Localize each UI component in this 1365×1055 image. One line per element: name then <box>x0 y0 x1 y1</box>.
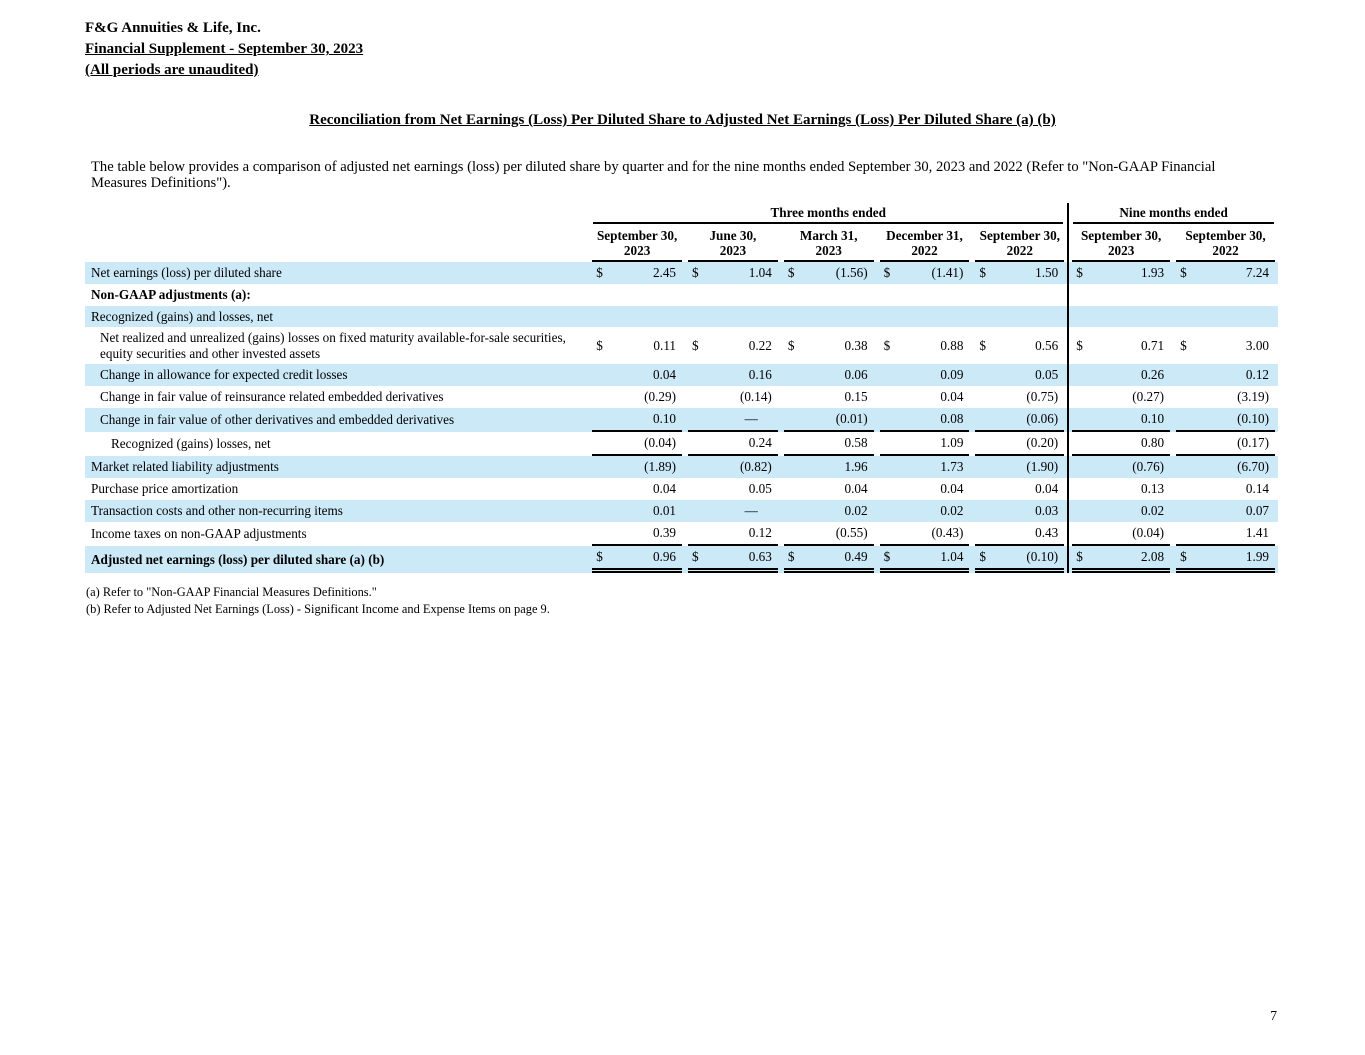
table-cell <box>972 386 1068 408</box>
table-cell <box>972 546 1068 573</box>
cell-value: 0.38 <box>844 337 868 353</box>
dollar-sign: $ <box>692 549 699 564</box>
table-cell <box>781 522 877 546</box>
cell-value: 0.02 <box>1141 503 1165 518</box>
table-cell <box>972 306 1068 328</box>
table-row <box>85 522 1278 546</box>
cell-value: 0.16 <box>748 367 772 382</box>
column-header: December 31, 2022 <box>877 224 973 262</box>
cell-value: (0.75) <box>1026 389 1059 404</box>
dollar-sign: $ <box>1180 549 1187 564</box>
cell-value: 0.80 <box>1141 435 1165 450</box>
table-cell <box>1068 284 1173 306</box>
cell-value: 0.11 <box>653 337 677 353</box>
table-cell <box>685 386 781 408</box>
cell-value: (0.27) <box>1132 389 1165 404</box>
cell-value: 0.43 <box>1035 525 1059 540</box>
cell-value: 0.05 <box>1035 367 1059 382</box>
table-cell <box>1173 408 1278 432</box>
table-row <box>85 432 1278 456</box>
dollar-sign: $ <box>1076 265 1083 280</box>
cell-value: 0.26 <box>1141 367 1165 382</box>
table-cell <box>972 500 1068 522</box>
row-label: Recognized (gains) and losses, net <box>85 306 589 328</box>
table-cell <box>589 262 685 284</box>
dollar-sign: $ <box>596 265 603 280</box>
dollar-sign: $ <box>596 549 603 564</box>
cell-value: 2.45 <box>652 265 677 280</box>
row-label: Purchase price amortization <box>91 481 239 497</box>
table-cell <box>589 327 685 364</box>
table-row <box>85 408 1278 432</box>
cell-value: (0.04) <box>644 435 677 450</box>
cell-value: (0.10) <box>1026 549 1059 564</box>
table-cell <box>1068 500 1173 522</box>
cell-value: 1.96 <box>844 459 868 474</box>
table-cell <box>589 432 685 456</box>
dollar-sign: $ <box>883 265 891 280</box>
table-cell <box>781 456 877 478</box>
table-cell <box>1173 262 1278 284</box>
column-header: September 30, 2022 <box>972 224 1068 262</box>
cell-value: 0.04 <box>1035 481 1059 496</box>
table-cell <box>1173 284 1278 306</box>
table-cell <box>877 408 973 432</box>
table-cell <box>1068 546 1173 573</box>
group-nine-months: Nine months ended <box>1068 203 1278 224</box>
cell-value: 2.08 <box>1141 549 1165 564</box>
cell-value: 0.22 <box>748 337 772 353</box>
table-cell <box>1068 364 1173 386</box>
group-three-months: Three months ended <box>589 203 1068 224</box>
cell-value: (0.82) <box>739 459 772 474</box>
cell-value: (1.90) <box>1026 459 1059 474</box>
table-cell <box>685 522 781 546</box>
table-cell <box>972 262 1068 284</box>
table-cell <box>589 364 685 386</box>
table-row <box>85 284 1278 306</box>
table-cell <box>685 546 781 573</box>
table-cell <box>685 500 781 522</box>
dollar-sign: $ <box>787 549 795 564</box>
table-cell <box>1173 546 1278 573</box>
row-label: Change in fair value of reinsurance related embedded derivatives <box>100 389 444 405</box>
cell-value: 0.96 <box>652 549 677 564</box>
table-cell <box>972 284 1068 306</box>
header-spacer <box>85 203 589 224</box>
table-cell <box>877 478 973 500</box>
dollar-sign: $ <box>692 337 699 353</box>
group-header-row <box>85 203 1278 224</box>
table-cell <box>1068 456 1173 478</box>
row-label: Recognized (gains) losses, net <box>111 436 271 452</box>
cell-value: (0.06) <box>1026 411 1059 426</box>
cell-value: 1.73 <box>940 459 964 474</box>
footnote-b: (b) Refer to Adjusted Net Earnings (Loss) - Significant Income and Expense Items on page 9. <box>86 602 550 616</box>
cell-value: 0.03 <box>1035 503 1059 518</box>
table-cell <box>1068 327 1173 364</box>
table-cell <box>781 364 877 386</box>
cell-value: 0.04 <box>652 367 677 382</box>
table-cell <box>589 306 685 328</box>
cell-value: 0.56 <box>1035 337 1059 353</box>
table-row <box>85 500 1278 522</box>
table-row <box>85 456 1278 478</box>
cell-value: 0.71 <box>1141 337 1165 353</box>
date-header-row <box>85 224 1278 262</box>
cell-value: 0.04 <box>940 389 964 404</box>
cell-value: (0.55) <box>835 525 868 540</box>
column-header: March 31, 2023 <box>781 224 877 262</box>
table-cell <box>781 408 877 432</box>
table-cell <box>877 522 973 546</box>
row-label: Net earnings (loss) per diluted share <box>85 262 589 284</box>
dollar-sign: $ <box>979 337 986 353</box>
cell-value: (1.41) <box>931 265 964 280</box>
dollar-sign: $ <box>692 265 699 280</box>
table-cell <box>877 262 973 284</box>
dollar-sign: $ <box>787 337 795 353</box>
table-row <box>85 478 1278 500</box>
table-cell <box>1173 456 1278 478</box>
table-cell <box>877 306 973 328</box>
cell-value: 0.12 <box>748 525 772 540</box>
cell-value: 0.02 <box>940 503 964 518</box>
table-cell <box>1068 478 1173 500</box>
table-cell <box>781 327 877 364</box>
cell-value: (6.70) <box>1237 459 1269 474</box>
row-label: Non-GAAP adjustments (a): <box>91 287 251 302</box>
table-cell <box>972 327 1068 364</box>
table-cell <box>972 456 1068 478</box>
table-row <box>85 327 1278 364</box>
table-cell <box>589 500 685 522</box>
table-cell <box>877 386 973 408</box>
table-cell <box>589 456 685 478</box>
row-label: Transaction costs and other non-recurring items <box>85 500 589 522</box>
row-label: Market related liability adjustments <box>85 456 589 478</box>
cell-value: 0.88 <box>940 337 964 353</box>
table-cell <box>685 327 781 364</box>
table-cell <box>589 284 685 306</box>
page-number: 7 <box>1270 1008 1277 1023</box>
table-cell <box>972 432 1068 456</box>
reconciliation-table <box>85 203 1278 573</box>
table-cell <box>685 432 781 456</box>
cell-value: (0.29) <box>644 389 677 404</box>
table-cell <box>1068 432 1173 456</box>
dollar-sign: $ <box>596 337 603 353</box>
table-cell <box>781 500 877 522</box>
cell-value: 0.10 <box>1141 411 1165 426</box>
table-cell <box>877 364 973 386</box>
table-cell <box>877 432 973 456</box>
table-cell <box>1068 386 1173 408</box>
cell-value: (0.01) <box>835 411 868 426</box>
dollar-sign: $ <box>979 549 986 564</box>
table-cell <box>685 456 781 478</box>
footnote-a: (a) Refer to "Non-GAAP Financial Measures Definitions." <box>86 585 377 599</box>
cell-value: 7.24 <box>1245 265 1269 280</box>
cell-value: 0.04 <box>652 481 677 496</box>
table-cell <box>685 364 781 386</box>
table-row <box>85 306 1278 328</box>
column-header: September 30, 2023 <box>1068 224 1173 262</box>
cell-value: 3.00 <box>1245 337 1269 353</box>
table-cell <box>685 478 781 500</box>
table-cell <box>1068 262 1173 284</box>
company-name: F&G Annuities & Life, Inc. <box>85 20 261 36</box>
table-cell <box>877 284 973 306</box>
cell-value: (0.17) <box>1237 435 1269 450</box>
table-cell <box>1068 306 1173 328</box>
table-cell <box>972 478 1068 500</box>
row-label: Change in allowance for expected credit losses <box>85 364 589 386</box>
row-label: Change in fair value of other derivatives and embedded derivatives <box>85 408 589 432</box>
cell-value: (0.14) <box>739 389 772 404</box>
cell-value: 0.58 <box>844 435 868 450</box>
cell-value: (0.76) <box>1132 459 1165 474</box>
cell-value: (1.89) <box>644 459 677 474</box>
table-cell <box>1173 432 1278 456</box>
table-cell <box>781 546 877 573</box>
table-cell <box>972 522 1068 546</box>
cell-value: 0.01 <box>652 503 677 518</box>
table-cell <box>589 408 685 432</box>
table-cell <box>877 327 973 364</box>
cell-value: 0.10 <box>652 411 677 426</box>
table-cell <box>589 522 685 546</box>
cell-value: (0.10) <box>1237 411 1269 426</box>
cell-value: 1.50 <box>1035 265 1059 280</box>
row-label: Income taxes on non-GAAP adjustments <box>91 526 307 542</box>
table-cell <box>1173 478 1278 500</box>
cell-value: 1.99 <box>1245 549 1269 564</box>
table-cell <box>781 432 877 456</box>
cell-value: (1.56) <box>835 265 868 280</box>
table-cell <box>877 456 973 478</box>
cell-value: 0.24 <box>748 435 772 450</box>
header-spacer <box>85 224 589 262</box>
cell-value: 0.14 <box>1245 481 1269 496</box>
cell-value: 0.08 <box>940 411 964 426</box>
cell-value: 1.09 <box>940 435 964 450</box>
row-label: Adjusted net earnings (loss) per diluted share (a) (b) <box>85 546 589 573</box>
column-header: September 30, 2023 <box>589 224 685 262</box>
cell-value: 0.63 <box>748 549 772 564</box>
table-cell <box>589 386 685 408</box>
cell-value: (0.20) <box>1026 435 1059 450</box>
table-cell <box>972 364 1068 386</box>
table-cell <box>781 306 877 328</box>
cell-value: 0.04 <box>940 481 964 496</box>
corporate-header <box>85 18 363 81</box>
cell-value: (0.04) <box>1132 525 1165 540</box>
table-cell <box>781 478 877 500</box>
table-cell <box>685 306 781 328</box>
table-cell <box>781 386 877 408</box>
table-cell <box>685 284 781 306</box>
table-cell <box>1173 306 1278 328</box>
cell-value: 0.39 <box>652 525 677 540</box>
table-cell <box>877 500 973 522</box>
cell-value: 0.06 <box>844 367 868 382</box>
table-cell <box>1173 500 1278 522</box>
cell-value: — <box>744 411 758 426</box>
cell-value: 0.09 <box>940 367 964 382</box>
cell-value: (3.19) <box>1237 389 1269 404</box>
dollar-sign: $ <box>883 549 891 564</box>
intro-paragraph: The table below provides a comparison of adjusted net earnings (loss) per diluted share by quarter and for the nine months ended September 30, 2023 and 2022 (Refer to "Non-GAAP Financial Measures Definitions"). <box>91 159 1216 191</box>
dollar-sign: $ <box>1180 265 1187 280</box>
cell-value: (0.43) <box>931 525 964 540</box>
dollar-sign: $ <box>979 265 986 280</box>
table-cell <box>781 284 877 306</box>
cell-value: 1.93 <box>1141 265 1165 280</box>
dollar-sign: $ <box>883 337 891 353</box>
footnotes <box>86 584 550 618</box>
table-cell <box>589 478 685 500</box>
table-row <box>85 262 1278 284</box>
table-cell <box>877 546 973 573</box>
table-cell <box>1068 408 1173 432</box>
cell-value: 0.13 <box>1141 481 1165 496</box>
table-cell <box>1173 364 1278 386</box>
column-header: September 30, 2022 <box>1173 224 1278 262</box>
table-row-total <box>85 546 1278 573</box>
table-row <box>85 386 1278 408</box>
row-label: Net realized and unrealized (gains) losses on fixed maturity available-for-sale securities, equity securities and other invested assets <box>100 330 566 361</box>
cell-value: 0.15 <box>844 389 868 404</box>
table-cell <box>685 262 781 284</box>
table-cell <box>685 408 781 432</box>
table-cell <box>1173 386 1278 408</box>
dollar-sign: $ <box>1076 337 1083 353</box>
supplement-title: Financial Supplement - September 30, 2023 <box>85 41 364 57</box>
table-row <box>85 364 1278 386</box>
cell-value: 0.04 <box>844 481 868 496</box>
table-cell <box>972 408 1068 432</box>
table-cell <box>589 546 685 573</box>
unaudited-note: (All periods are unaudited) <box>85 62 259 78</box>
table-cell <box>1173 522 1278 546</box>
cell-value: 0.07 <box>1245 503 1269 518</box>
cell-value: 1.41 <box>1245 525 1269 540</box>
cell-value: 0.02 <box>844 503 868 518</box>
cell-value: 0.12 <box>1245 367 1269 382</box>
cell-value: 1.04 <box>940 549 964 564</box>
dollar-sign: $ <box>1180 337 1187 353</box>
column-header: June 30, 2023 <box>685 224 781 262</box>
table-cell <box>1068 522 1173 546</box>
cell-value: 1.04 <box>748 265 772 280</box>
cell-value: 0.49 <box>844 549 868 564</box>
cell-value: — <box>744 503 758 518</box>
page-title: Reconciliation from Net Earnings (Loss) Per Diluted Share to Adjusted Net Earnings (Loss) Per Diluted Share (a) (b) <box>309 112 1056 128</box>
dollar-sign: $ <box>787 265 795 280</box>
dollar-sign: $ <box>1076 549 1083 564</box>
table-cell <box>781 262 877 284</box>
table-cell <box>1173 327 1278 364</box>
cell-value: 0.05 <box>748 481 772 496</box>
